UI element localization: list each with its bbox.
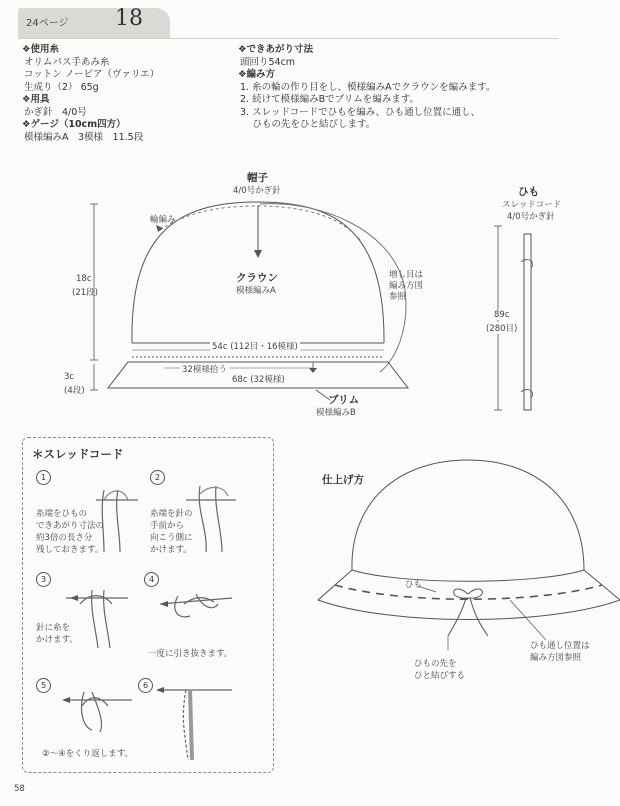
step-3-number: 3 (36, 572, 51, 587)
step-4-text: 一度に引き抜きます。 (148, 649, 233, 659)
page-number: 58 (14, 784, 25, 794)
brim-height: 3c (64, 372, 75, 382)
spec-line: コットン ノービア（ヴァリエ） (24, 69, 160, 80)
diamond-icon: ❖ (238, 69, 247, 80)
step-line: 向こう側に (150, 533, 193, 543)
step-line: かけます。 (150, 545, 192, 555)
spec-line: オリムパス手あみ糸 (24, 56, 110, 68)
thread-cord-title-text: スレッドコード (43, 447, 124, 461)
step-6-number: 6 (138, 678, 153, 693)
hat-hook: 4/0号かぎ針 (233, 186, 281, 196)
string-title: ひも (518, 186, 539, 198)
spec-heading: ゲージ（10cm四方） (30, 119, 126, 130)
knot-line: ひと結びする (414, 671, 466, 681)
spec-line: かぎ針 4/0号 (24, 106, 87, 118)
crown-label: クラウン (236, 272, 278, 284)
step-1-text (36, 508, 104, 556)
step-line: できあがり寸法の (36, 521, 105, 531)
step-1-number: 1 (36, 470, 51, 485)
step-line: 約3倍の長さ分 (36, 533, 93, 543)
step-line: 針に糸を (36, 623, 71, 633)
brim-label: ブリム (328, 394, 360, 406)
page-ref-label: 24ページ (26, 18, 69, 29)
knot-label (414, 658, 465, 682)
diamond-icon: ❖ (22, 119, 31, 130)
edge-label: 輪編み (150, 215, 176, 225)
step-2-number: 2 (150, 470, 165, 485)
spec-line: 頭回り54cm (240, 56, 296, 68)
spec-heading: 用具 (30, 94, 50, 105)
position-label (530, 640, 590, 664)
spec-line: 模様編みA 3模様 11.5段 (24, 131, 144, 143)
finishing-title: 仕上げ方 (322, 474, 364, 486)
position-line: ひも通し位置は (530, 641, 590, 651)
spec-heading: 使用糸 (30, 44, 60, 55)
step-line: 糸端をひもの (36, 509, 88, 519)
pattern-number: 18 (115, 6, 143, 31)
step-line: 手前から (150, 521, 185, 531)
step-line: かけます。 (36, 635, 78, 645)
note-line: 編み方図 (389, 281, 424, 291)
spec-line: ひもの先をひと結びします。 (240, 119, 376, 130)
thread-cord-box (22, 437, 274, 773)
spec-line: 1. 糸の輪の作り目をし、模様編みAでクラウンを編みます。 (240, 81, 496, 93)
pickup-label: 32模様拾う (182, 365, 227, 375)
diamond-icon: ❖ (238, 44, 247, 55)
spec-heading: 編み方 (246, 69, 276, 80)
string-sub2: 4/0号かぎ針 (507, 212, 555, 222)
asterisk-icon: ＊ (32, 447, 44, 461)
finished-hat (318, 460, 620, 650)
spec-heading: できあがり寸法 (246, 44, 314, 55)
diamond-icon: ❖ (22, 44, 31, 55)
spec-line: 生成り（2） 65g (24, 81, 99, 93)
string-sub1: スレッドコード (502, 200, 562, 210)
brim-rows: (4段) (64, 386, 85, 396)
spec-line: 2. 続けて模様編みBでブリムを編みます。 (240, 94, 419, 105)
increase-note (389, 270, 423, 303)
step-2-text (150, 508, 193, 556)
step-5-number: 5 (36, 678, 51, 693)
hat-title: 帽子 (247, 172, 268, 184)
crown-pattern: 模様編みA (236, 286, 276, 296)
spec-line: 3. スレッドコードでひもを編み、ひも通し位置に通し、 (240, 106, 481, 118)
brim-pattern: 模様編みB (316, 408, 356, 418)
thread-cord-title (32, 446, 123, 462)
height-label: 18c (76, 274, 92, 284)
brim-width: 68c (32模様) (232, 375, 285, 385)
knot-line: ひもの先を (414, 659, 457, 669)
height-rows: (21段) (72, 288, 98, 298)
position-line: 編み方図参照 (530, 653, 582, 663)
step-3-text (36, 622, 78, 646)
step-4-number: 4 (144, 572, 159, 587)
string-length: 89c (494, 310, 510, 320)
step-line: 残しておきます。 (36, 545, 104, 555)
note-line: 参照 (389, 292, 407, 302)
crown-width: 54c (112目・16模様) (212, 342, 298, 352)
diamond-icon: ❖ (22, 94, 31, 105)
note-line: 増し目は (389, 270, 424, 280)
string-rows: (280目) (486, 324, 518, 334)
step-line: 糸端を針の (150, 509, 193, 519)
repeat-note: ②～④をくり返します。 (42, 749, 134, 759)
finishing-string-label: ひも (405, 580, 423, 590)
